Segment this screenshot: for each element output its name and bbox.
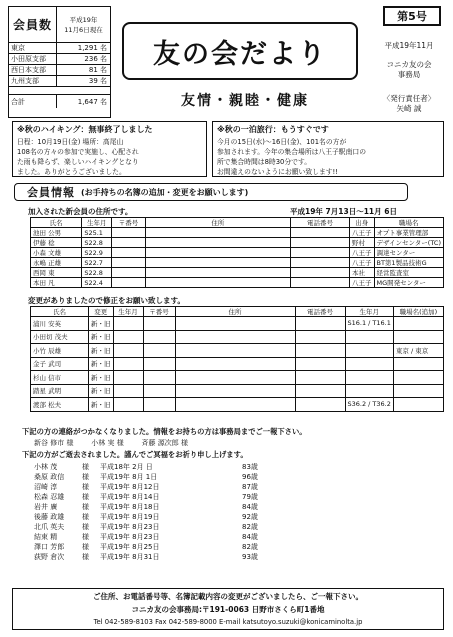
- member-born: S22.7: [82, 258, 112, 268]
- deceased-name: 北爪 英夫: [34, 523, 65, 531]
- table-row: [31, 371, 444, 385]
- member-count-row: [9, 76, 110, 87]
- postal-cell: [143, 371, 175, 385]
- member-origin: 八王子: [349, 248, 374, 258]
- member-name: 池田 公男: [31, 228, 82, 238]
- notice-hiking: [12, 121, 207, 177]
- table-row: [31, 238, 444, 248]
- notice-line: た雨も降らず、楽しいハイキングとなり: [17, 158, 139, 166]
- member-count-date-line1: 平成19年: [69, 15, 98, 24]
- unknown-heading: 下記の方の連絡がつかなくなりました。情報をお持ちの方は事務局までご一報下さい。: [22, 427, 307, 436]
- postal-cell: [143, 317, 175, 331]
- deceased-date: 平成19年 8月25日: [100, 543, 160, 551]
- issue-office: [368, 60, 450, 80]
- notice-heading: ※秋のハイキング：無事終了しました: [17, 125, 153, 134]
- list-item: [34, 492, 294, 502]
- new-members-period: 平成19年 7月13日～11月 6日: [290, 207, 397, 216]
- deceased-date: 平成19年 8月23日: [100, 523, 160, 531]
- member-name: 浦川 安英: [31, 317, 89, 331]
- member-born: S22.8: [82, 268, 112, 278]
- change-type: 新・旧: [89, 317, 114, 331]
- honorific: 様: [82, 503, 89, 511]
- postal-cell: [112, 228, 146, 238]
- table-row: [31, 398, 444, 412]
- deceased-age: 83歳: [242, 463, 258, 471]
- branch-name: 西日本支部: [9, 65, 57, 75]
- publisher-name: 矢崎 誠: [396, 104, 422, 113]
- address-cell: [145, 248, 290, 258]
- deceased-name: 沼崎 淳: [34, 483, 58, 491]
- member-workplace: 東京 / 東京: [393, 344, 443, 358]
- notice-line: 今月の15日(水)～16日(金)、101名の方が: [217, 138, 347, 146]
- postal-cell: [112, 238, 146, 248]
- footer-line: コニカ友の会事務局:〒191-0063 日野市さくら町1番地: [131, 604, 325, 614]
- member-workplace: [393, 317, 443, 331]
- office-line: 事務局: [397, 70, 421, 79]
- member-workplace: [393, 357, 443, 371]
- branch-count: 39 名: [88, 77, 107, 85]
- deceased-name: 岩井 廣: [34, 503, 58, 511]
- member-name: 金子 武司: [31, 357, 89, 371]
- member-count-box: [8, 6, 111, 118]
- deceased-list: [34, 462, 294, 562]
- born-cell: [113, 344, 143, 358]
- member-name: 永嶋 正雄: [31, 258, 82, 268]
- postal-cell: [143, 344, 175, 358]
- member-workplace: 経営監査室: [374, 268, 444, 278]
- address-cell: [175, 384, 295, 398]
- deceased-name: 松森 忍雄: [34, 493, 65, 501]
- member-born: S22.4: [82, 278, 112, 288]
- honorific: 様: [82, 523, 89, 531]
- deceased-age: 96歳: [242, 473, 258, 481]
- deceased-date: 平成19年 8月18日: [100, 503, 160, 511]
- col-header: 生年月: [113, 307, 143, 317]
- list-item: [34, 552, 294, 562]
- motto: 友情・親睦・健康: [181, 93, 309, 109]
- member-name: 小森 文雄: [31, 248, 82, 258]
- col-header: 氏名: [31, 218, 82, 228]
- postal-cell: [112, 258, 146, 268]
- honorific: 様: [82, 553, 89, 561]
- member-workplace: デザインセンター(TC): [374, 238, 444, 248]
- table-row: [31, 258, 444, 268]
- col-header: 氏名: [31, 307, 89, 317]
- member-name: 杉山 信市: [31, 371, 89, 385]
- member-count-header: [9, 7, 110, 43]
- deceased-name: 後藤 政雄: [34, 513, 65, 521]
- member-workplace: 調達センター: [374, 248, 444, 258]
- address-cell: [175, 317, 295, 331]
- born-cell: [113, 371, 143, 385]
- born-cell: [113, 398, 143, 412]
- postal-cell: [143, 384, 175, 398]
- address-cell: [145, 238, 290, 248]
- deceased-date: 平成19年 8月19日: [100, 513, 160, 521]
- member-born: [345, 384, 393, 398]
- member-born: S25.1: [82, 228, 112, 238]
- member-born: [345, 330, 393, 344]
- member-count-row: [9, 65, 110, 76]
- honorific: 様: [82, 543, 89, 551]
- change-type: 新・旧: [89, 371, 114, 385]
- postal-cell: [112, 268, 146, 278]
- col-header: 出身: [349, 218, 374, 228]
- member-origin: 八王子: [349, 228, 374, 238]
- change-type: 新・旧: [89, 384, 114, 398]
- deceased-age: 93歳: [242, 553, 258, 561]
- phone-cell: [291, 228, 350, 238]
- phone-cell: [295, 344, 345, 358]
- notice-line: 所で集合時間は8時30分です。: [217, 158, 311, 166]
- change-type: 新・旧: [89, 398, 114, 412]
- member-name: 本田 凡: [31, 278, 82, 288]
- born-cell: [113, 357, 143, 371]
- table-row: [31, 278, 444, 288]
- col-header: 職場名(追加): [393, 307, 443, 317]
- postal-cell: [112, 248, 146, 258]
- footer-line: ご住所、お電話番号等、名簿記載内容の変更がございましたら、ご一報下さい。: [93, 592, 363, 601]
- issue-number: 第5号: [383, 6, 441, 26]
- notice-trip: [212, 121, 444, 177]
- member-workplace: [393, 371, 443, 385]
- branch-name: 九州支部: [9, 76, 57, 86]
- member-workplace: [393, 398, 443, 412]
- member-name: 伊藤 稔: [31, 238, 82, 248]
- col-header: 住所: [175, 307, 295, 317]
- list-item: [34, 542, 294, 552]
- postal-cell: [143, 357, 175, 371]
- publisher-label: 〈発行責任者〉: [382, 94, 436, 103]
- deceased-date: 平成18年 2月 日: [100, 463, 153, 471]
- member-workplace: [393, 384, 443, 398]
- table-row: [31, 317, 444, 331]
- born-cell: [113, 317, 143, 331]
- branch-count: 81 名: [88, 66, 107, 74]
- address-cell: [175, 398, 295, 412]
- honorific: 様: [82, 533, 89, 541]
- member-count-row: [9, 43, 110, 54]
- branch-count: 1,291 名: [77, 44, 107, 52]
- deceased-name: 結束 精: [34, 533, 58, 541]
- list-item: [34, 512, 294, 522]
- changed-members-heading: 変更がありましたので修正をお願い致します。: [28, 296, 185, 305]
- table-row: [31, 248, 444, 258]
- deceased-age: 84歳: [242, 503, 258, 511]
- member-origin: 八王子: [349, 258, 374, 268]
- phone-cell: [291, 248, 350, 258]
- member-origin: 野村: [349, 238, 374, 248]
- member-workplace: MG開発センター: [374, 278, 444, 288]
- phone-cell: [295, 330, 345, 344]
- deceased-date: 平成19年 8月 1日: [100, 473, 158, 481]
- section-header: [14, 183, 408, 201]
- col-header: 電話番号: [291, 218, 350, 228]
- col-header: 電話番号: [295, 307, 345, 317]
- member-born: S22.8: [82, 238, 112, 248]
- issue-date: 平成19年11月: [384, 41, 434, 50]
- member-born: [345, 344, 393, 358]
- born-cell: [113, 384, 143, 398]
- deceased-date: 平成19年 8月14日: [100, 493, 160, 501]
- member-born: S16.1 / T16.1: [345, 317, 393, 331]
- change-type: 新・旧: [89, 344, 114, 358]
- honorific: 様: [82, 473, 89, 481]
- member-origin: 八王子: [349, 278, 374, 288]
- postal-cell: [143, 398, 175, 412]
- phone-cell: [295, 398, 345, 412]
- member-name: 西岡 東: [31, 268, 82, 278]
- member-count-date: [57, 7, 110, 42]
- member-count-label: 会員数: [9, 7, 57, 42]
- table-row: [31, 268, 444, 278]
- honorific: 様: [82, 513, 89, 521]
- col-header: 〒番号: [143, 307, 175, 317]
- table-row: [31, 330, 444, 344]
- address-cell: [175, 357, 295, 371]
- list-item: [34, 472, 294, 482]
- list-item: [34, 482, 294, 492]
- phone-cell: [291, 278, 350, 288]
- phone-cell: [295, 317, 345, 331]
- deceased-age: 82歳: [242, 523, 258, 531]
- address-cell: [175, 371, 295, 385]
- phone-cell: [291, 258, 350, 268]
- deceased-name: 澤口 芳郎: [34, 543, 65, 551]
- deceased-name: 小林 茂: [34, 463, 58, 471]
- col-header: 生年月: [82, 218, 112, 228]
- total-label: 合計: [9, 95, 57, 108]
- member-count-row: [9, 54, 110, 65]
- col-header: 生年月: [345, 307, 393, 317]
- table-header-row: [31, 218, 444, 228]
- member-name: 小田切 茂夫: [31, 330, 89, 344]
- publisher: [368, 94, 450, 114]
- deceased-name: 桑原 政信: [34, 473, 65, 481]
- member-born: S36.2 / T36.2: [345, 398, 393, 412]
- deceased-age: 87歳: [242, 483, 258, 491]
- notice-line: 日程：10月19日(金) 場所：高尾山: [17, 138, 124, 146]
- unknown-names: 新谷 修市 様 小林 実 様 斉藤 源次郎 様: [34, 439, 188, 447]
- member-name: 踏星 武明: [31, 384, 89, 398]
- postal-cell: [143, 330, 175, 344]
- member-born: [345, 357, 393, 371]
- footer-line: Tel 042-589-8103 Fax 042-589-8000 E-mail katsutoyo.suzuki@konicaminolta.jp: [93, 618, 363, 626]
- deceased-name: 荻野 倉次: [34, 553, 65, 561]
- member-workplace: オプト事業管理部: [374, 228, 444, 238]
- address-cell: [175, 344, 295, 358]
- deceased-date: 平成19年 8月12日: [100, 483, 160, 491]
- table-row: [31, 357, 444, 371]
- address-cell: [175, 330, 295, 344]
- phone-cell: [291, 238, 350, 248]
- new-members-table: [30, 217, 444, 288]
- change-type: 新・旧: [89, 357, 114, 371]
- office-line: コニカ友の会: [386, 60, 432, 69]
- change-type: 新・旧: [89, 330, 114, 344]
- address-cell: [145, 258, 290, 268]
- member-name: 小竹 辰雄: [31, 344, 89, 358]
- col-header: 変更: [89, 307, 114, 317]
- deceased-age: 84歳: [242, 533, 258, 541]
- branch-count: 236 名: [84, 55, 107, 63]
- table-row: [31, 384, 444, 398]
- member-born: [345, 371, 393, 385]
- masthead: [122, 22, 358, 80]
- new-members-heading: 加入された新会員の住所です。: [28, 207, 133, 216]
- member-name: 渡部 松夫: [31, 398, 89, 412]
- address-cell: [145, 268, 290, 278]
- notice-line: ました。ありがとうございました。: [17, 168, 126, 176]
- changed-members-table: [30, 306, 444, 412]
- phone-cell: [295, 357, 345, 371]
- branch-name: 東京: [9, 43, 57, 53]
- table-row: [31, 344, 444, 358]
- member-workplace: BT第1製品技術G: [374, 258, 444, 268]
- member-origin: 本社: [349, 268, 374, 278]
- phone-cell: [291, 268, 350, 278]
- phone-cell: [295, 384, 345, 398]
- list-item: [34, 532, 294, 542]
- honorific: 様: [82, 493, 89, 501]
- list-item: [34, 502, 294, 512]
- deceased-age: 82歳: [242, 543, 258, 551]
- phone-cell: [295, 371, 345, 385]
- notice-body: [217, 137, 439, 177]
- member-workplace: [393, 330, 443, 344]
- member-count-total: [9, 94, 110, 108]
- address-cell: [145, 228, 290, 238]
- member-born: S22.9: [82, 248, 112, 258]
- postal-cell: [112, 278, 146, 288]
- notice-body: [17, 137, 202, 177]
- list-item: [34, 462, 294, 472]
- member-count-date-line2: 11月6日現在: [64, 25, 103, 34]
- deceased-date: 平成19年 8月23日: [100, 533, 160, 541]
- deceased-age: 92歳: [242, 513, 258, 521]
- newsletter-title: 友の会だより: [153, 38, 327, 70]
- total-value: 1,647 名: [77, 97, 107, 106]
- notice-line: 参加されます。今年の集合場所は八王子駅南口の: [217, 148, 366, 156]
- table-row: [31, 228, 444, 238]
- deceased-heading: 下記の方がご逝去されました。謹んでご冥福をお祈り申し上げます。: [22, 450, 248, 459]
- section-title: 会員情報: [27, 186, 75, 199]
- address-cell: [145, 278, 290, 288]
- honorific: 様: [82, 463, 89, 471]
- col-header: 〒番号: [112, 218, 146, 228]
- deceased-age: 79歳: [242, 493, 258, 501]
- born-cell: [113, 330, 143, 344]
- deceased-date: 平成19年 8月31日: [100, 553, 160, 561]
- notice-heading: ※秋の一泊旅行：もうすぐです: [217, 125, 329, 134]
- branch-name: 小田原支部: [9, 54, 57, 64]
- col-header: 職場名: [374, 218, 444, 228]
- section-subtitle: (お手持ちの名簿の追加・変更をお願いします): [81, 187, 249, 197]
- col-header: 住所: [145, 218, 290, 228]
- table-header-row: [31, 307, 444, 317]
- list-item: [34, 522, 294, 532]
- footer-contact: [12, 588, 444, 630]
- honorific: 様: [82, 483, 89, 491]
- notice-line: 108名の方々の参加で実施し、心配され: [17, 148, 139, 156]
- notice-line: お間違えのないようにお願い致します!!: [217, 168, 338, 176]
